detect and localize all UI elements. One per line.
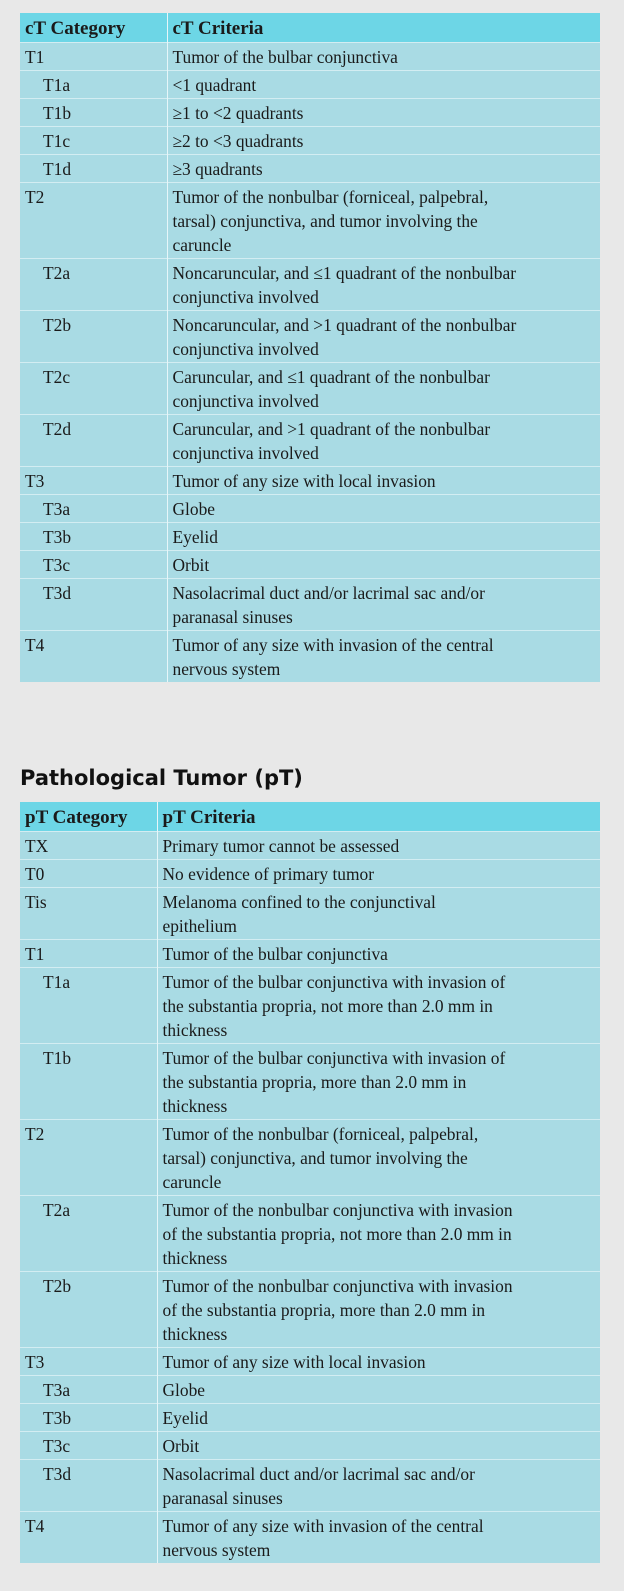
ct-header-row xyxy=(20,13,600,43)
table-row xyxy=(20,860,600,888)
pt-category-table xyxy=(20,802,600,1563)
category-cell: T2b xyxy=(20,1272,157,1348)
category-cell: T3c xyxy=(20,1432,157,1460)
criteria-cell: ≥3 quadrants xyxy=(167,155,600,183)
table-row xyxy=(20,155,600,183)
table-row xyxy=(20,43,600,71)
criteria-cell: Caruncular, and ≤1 quadrant of the nonbulbar conjunctiva involved xyxy=(167,363,600,415)
category-cell: T1b xyxy=(20,1044,157,1120)
ct-table xyxy=(20,13,600,682)
criteria-cell: ≥2 to <3 quadrants xyxy=(167,127,600,155)
table-row xyxy=(20,1432,600,1460)
table-row xyxy=(20,1196,600,1272)
criteria-cell: Nasolacrimal duct and/or lacrimal sac and/or paranasal sinuses xyxy=(167,579,600,631)
criteria-cell: Globe xyxy=(167,495,600,523)
table-row xyxy=(20,311,600,363)
category-cell: T3a xyxy=(20,1376,157,1404)
table-row xyxy=(20,968,600,1044)
criteria-cell: Tumor of the nonbulbar conjunctiva with invasion of the substantia propria, not more than 2.0 mm in thickness xyxy=(157,1196,600,1272)
table-row xyxy=(20,1376,600,1404)
criteria-cell: Tumor of the bulbar conjunctiva xyxy=(167,43,600,71)
criteria-cell: Noncaruncular, and ≤1 quadrant of the nonbulbar conjunctiva involved xyxy=(167,259,600,311)
category-cell: T3a xyxy=(20,495,167,523)
category-cell: T1d xyxy=(20,155,167,183)
category-cell: T1c xyxy=(20,127,167,155)
criteria-cell: Tumor of the bulbar conjunctiva with invasion of the substantia propria, not more than 2.0 mm in thickness xyxy=(157,968,600,1044)
category-cell: T2b xyxy=(20,311,167,363)
category-cell: T1a xyxy=(20,71,167,99)
criteria-cell: Tumor of any size with local invasion xyxy=(157,1348,600,1376)
table-row xyxy=(20,579,600,631)
table-row xyxy=(20,99,600,127)
criteria-cell: Orbit xyxy=(167,551,600,579)
table-row xyxy=(20,888,600,940)
table-row xyxy=(20,1460,600,1512)
category-cell: T3 xyxy=(20,467,167,495)
criteria-cell: Tumor of the nonbulbar (forniceal, palpebral, tarsal) conjunctiva, and tumor involving the caruncle xyxy=(157,1120,600,1196)
table-row xyxy=(20,1272,600,1348)
table-row xyxy=(20,631,600,683)
table-row xyxy=(20,832,600,860)
criteria-cell: Noncaruncular, and >1 quadrant of the nonbulbar conjunctiva involved xyxy=(167,311,600,363)
criteria-cell: Melanoma confined to the conjunctival epithelium xyxy=(157,888,600,940)
ct-criteria-header: cT Criteria xyxy=(167,13,600,43)
table-row xyxy=(20,495,600,523)
criteria-cell: Primary tumor cannot be assessed xyxy=(157,832,600,860)
pt-section-heading: Pathological Tumor (pT) xyxy=(20,766,303,790)
pt-criteria-header: pT Criteria xyxy=(157,802,600,832)
table-row xyxy=(20,940,600,968)
table-row xyxy=(20,467,600,495)
category-cell: T0 xyxy=(20,860,157,888)
category-cell: T3c xyxy=(20,551,167,579)
criteria-cell: Tumor of any size with invasion of the central nervous system xyxy=(157,1512,600,1564)
category-cell: T2a xyxy=(20,259,167,311)
table-row xyxy=(20,1512,600,1564)
ct-table-body xyxy=(20,43,600,683)
table-row xyxy=(20,523,600,551)
pt-header-row xyxy=(20,802,600,832)
table-row xyxy=(20,127,600,155)
table-row xyxy=(20,1348,600,1376)
criteria-cell: Tumor of the bulbar conjunctiva with invasion of the substantia propria, more than 2.0 mm in thickness xyxy=(157,1044,600,1120)
category-cell: T1b xyxy=(20,99,167,127)
category-cell: T2d xyxy=(20,415,167,467)
table-row xyxy=(20,1044,600,1120)
table-row xyxy=(20,259,600,311)
ct-category-table xyxy=(20,13,600,682)
category-cell: T2 xyxy=(20,1120,157,1196)
criteria-cell: Eyelid xyxy=(167,523,600,551)
category-cell: Tis xyxy=(20,888,157,940)
criteria-cell: Nasolacrimal duct and/or lacrimal sac and/or paranasal sinuses xyxy=(157,1460,600,1512)
category-cell: T1 xyxy=(20,940,157,968)
category-cell: T1a xyxy=(20,968,157,1044)
criteria-cell: Tumor of any size with invasion of the central nervous system xyxy=(167,631,600,683)
criteria-cell: ≥1 to <2 quadrants xyxy=(167,99,600,127)
category-cell: T4 xyxy=(20,631,167,683)
category-cell: T1 xyxy=(20,43,167,71)
criteria-cell: Tumor of the bulbar conjunctiva xyxy=(157,940,600,968)
table-row xyxy=(20,363,600,415)
criteria-cell: Tumor of the nonbulbar conjunctiva with invasion of the substantia propria, more than 2.0 mm in thickness xyxy=(157,1272,600,1348)
pt-table xyxy=(20,802,600,1563)
table-row xyxy=(20,71,600,99)
criteria-cell: Globe xyxy=(157,1376,600,1404)
category-cell: T3 xyxy=(20,1348,157,1376)
category-cell: T2c xyxy=(20,363,167,415)
pt-category-header: pT Category xyxy=(20,802,157,832)
table-row xyxy=(20,1120,600,1196)
table-row xyxy=(20,551,600,579)
criteria-cell: No evidence of primary tumor xyxy=(157,860,600,888)
category-cell: T2a xyxy=(20,1196,157,1272)
criteria-cell: Caruncular, and >1 quadrant of the nonbulbar conjunctiva involved xyxy=(167,415,600,467)
category-cell: TX xyxy=(20,832,157,860)
category-cell: T3b xyxy=(20,523,167,551)
criteria-cell: Orbit xyxy=(157,1432,600,1460)
category-cell: T2 xyxy=(20,183,167,259)
table-row xyxy=(20,183,600,259)
category-cell: T3d xyxy=(20,1460,157,1512)
category-cell: T3d xyxy=(20,579,167,631)
category-cell: T3b xyxy=(20,1404,157,1432)
criteria-cell: Tumor of any size with local invasion xyxy=(167,467,600,495)
table-row xyxy=(20,415,600,467)
pt-table-body xyxy=(20,832,600,1564)
ct-category-header: cT Category xyxy=(20,13,167,43)
table-row xyxy=(20,1404,600,1432)
criteria-cell: <1 quadrant xyxy=(167,71,600,99)
criteria-cell: Tumor of the nonbulbar (forniceal, palpebral, tarsal) conjunctiva, and tumor involving the caruncle xyxy=(167,183,600,259)
criteria-cell: Eyelid xyxy=(157,1404,600,1432)
category-cell: T4 xyxy=(20,1512,157,1564)
